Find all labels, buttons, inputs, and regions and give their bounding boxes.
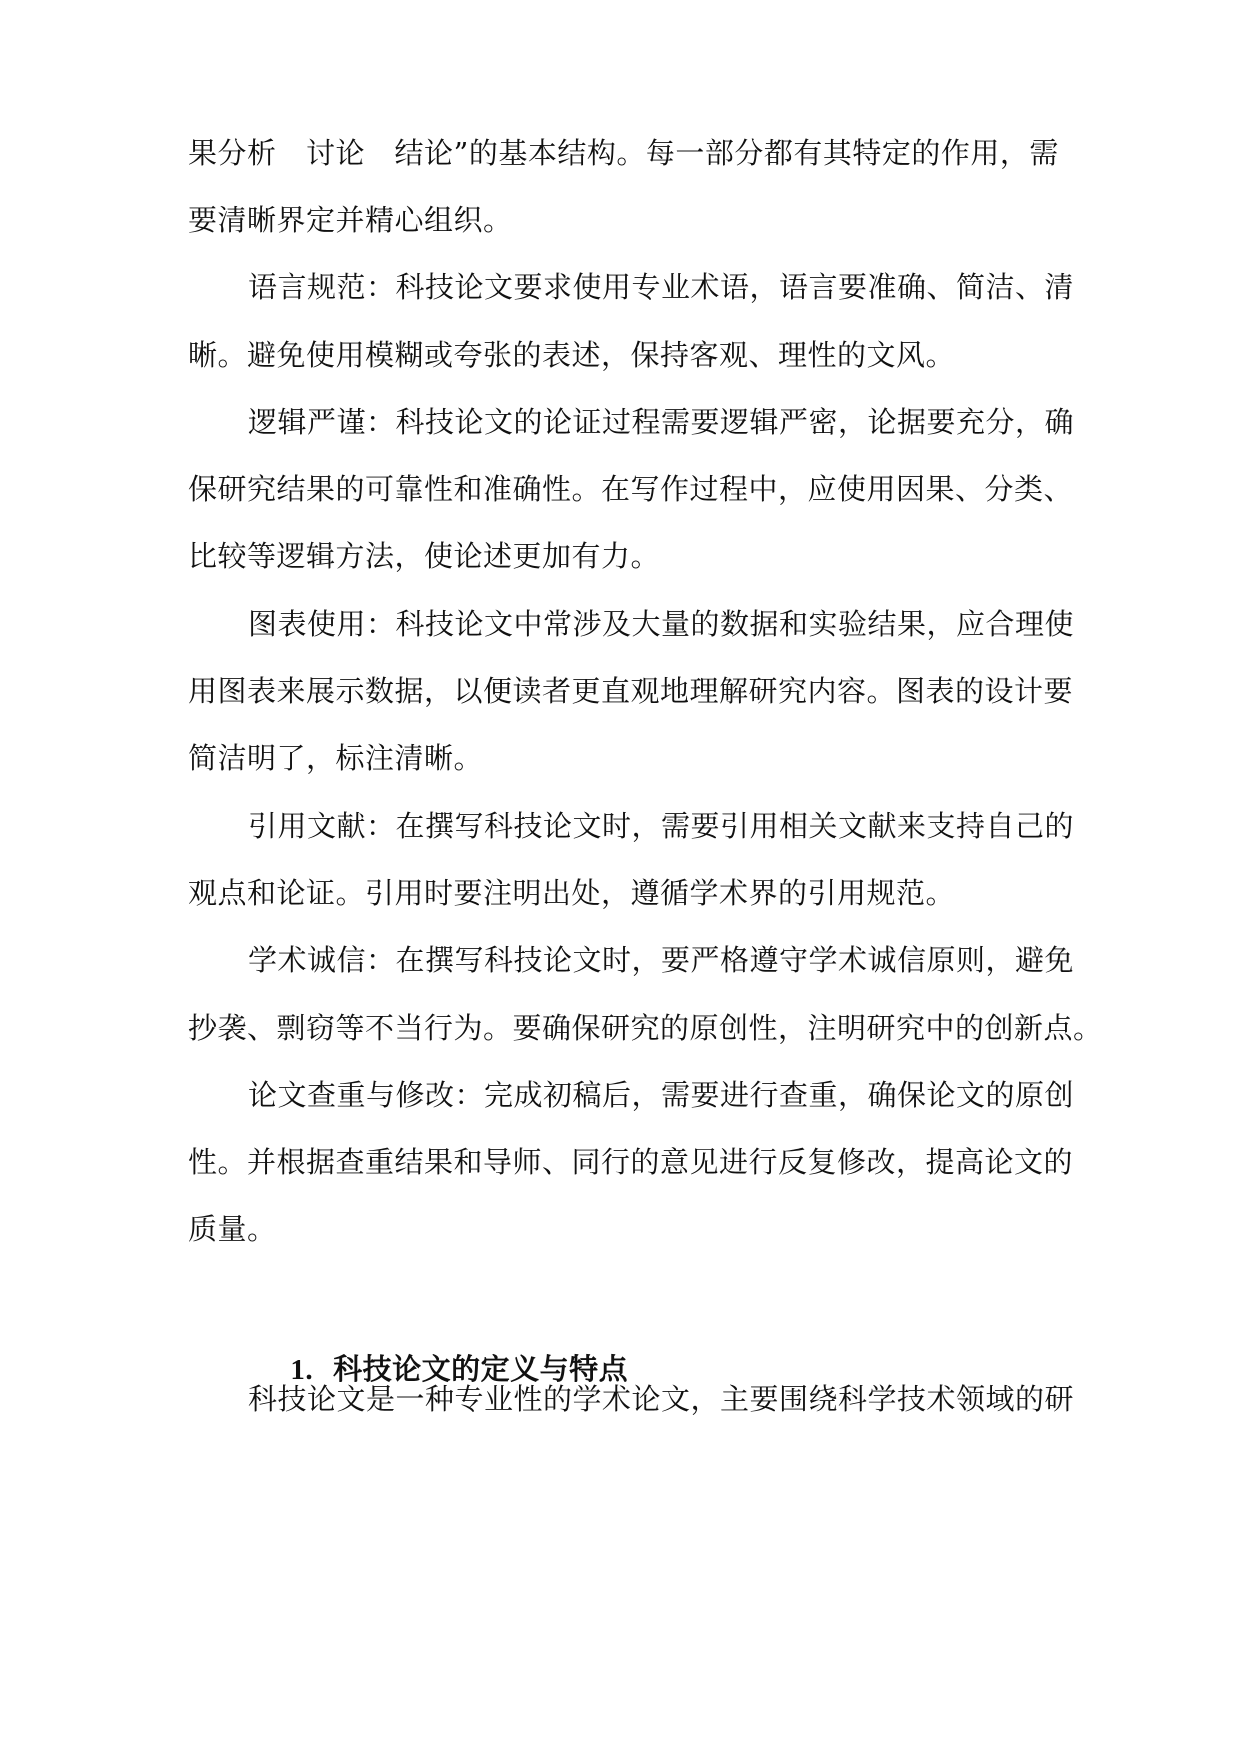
- paragraph-line: 抄袭、剽窃等不当行为。要确保研究的原创性，注明研究中的创新点。: [188, 1011, 1103, 1045]
- section-heading: [248, 1309, 629, 1386]
- paragraph-line: 比较等逻辑方法，使论述更加有力。: [188, 539, 661, 573]
- paragraph-line: 性。并根据查重结果和导师、同行的意见进行反复修改，提高论文的: [188, 1145, 1074, 1179]
- paragraph-line: 观点和论证。引用时要注明出处，遵循学术界的引用规范。: [188, 876, 956, 910]
- paragraph-line: 科技论文是一种专业性的学术论文，主要围绕科学技术领域的研: [248, 1382, 1075, 1416]
- paragraph-line: 用图表来展示数据，以便读者更直观地理解研究内容。图表的设计要: [188, 674, 1074, 708]
- paragraph-line: 质量。: [188, 1212, 277, 1246]
- paragraph-line: 引用文献：在撰写科技论文时，需要引用相关文献来支持自己的: [248, 809, 1075, 843]
- paragraph-line: 图表使用：科技论文中常涉及大量的数据和实验结果，应合理使: [248, 607, 1075, 641]
- section-title: 科技论文的定义与特点: [333, 1352, 629, 1386]
- paragraph-line: 保研究结果的可靠性和准确性。在写作过程中，应使用因果、分类、: [188, 472, 1074, 506]
- paragraph-line: 晰。避免使用模糊或夸张的表述，保持客观、理性的文风。: [188, 338, 956, 372]
- paragraph-line: 学术诚信：在撰写科技论文时，要严格遵守学术诚信原则，避免: [248, 943, 1075, 977]
- section-number: 1.: [290, 1354, 314, 1386]
- paragraph-line: 简洁明了，标注清晰。: [188, 741, 484, 775]
- paragraph-line: 语言规范：科技论文要求使用专业术语，语言要准确、简洁、清: [248, 270, 1075, 304]
- paragraph-line: 论文查重与修改：完成初稿后，需要进行查重，确保论文的原创: [248, 1078, 1075, 1112]
- paragraph-line: 果分析 讨论 结论”的基本结构。每一部分都有其特定的作用，需: [188, 136, 1059, 170]
- paragraph-line: 要清晰界定并精心组织。: [188, 203, 513, 237]
- paragraph-line: 逻辑严谨：科技论文的论证过程需要逻辑严密，论据要充分，确: [248, 405, 1075, 439]
